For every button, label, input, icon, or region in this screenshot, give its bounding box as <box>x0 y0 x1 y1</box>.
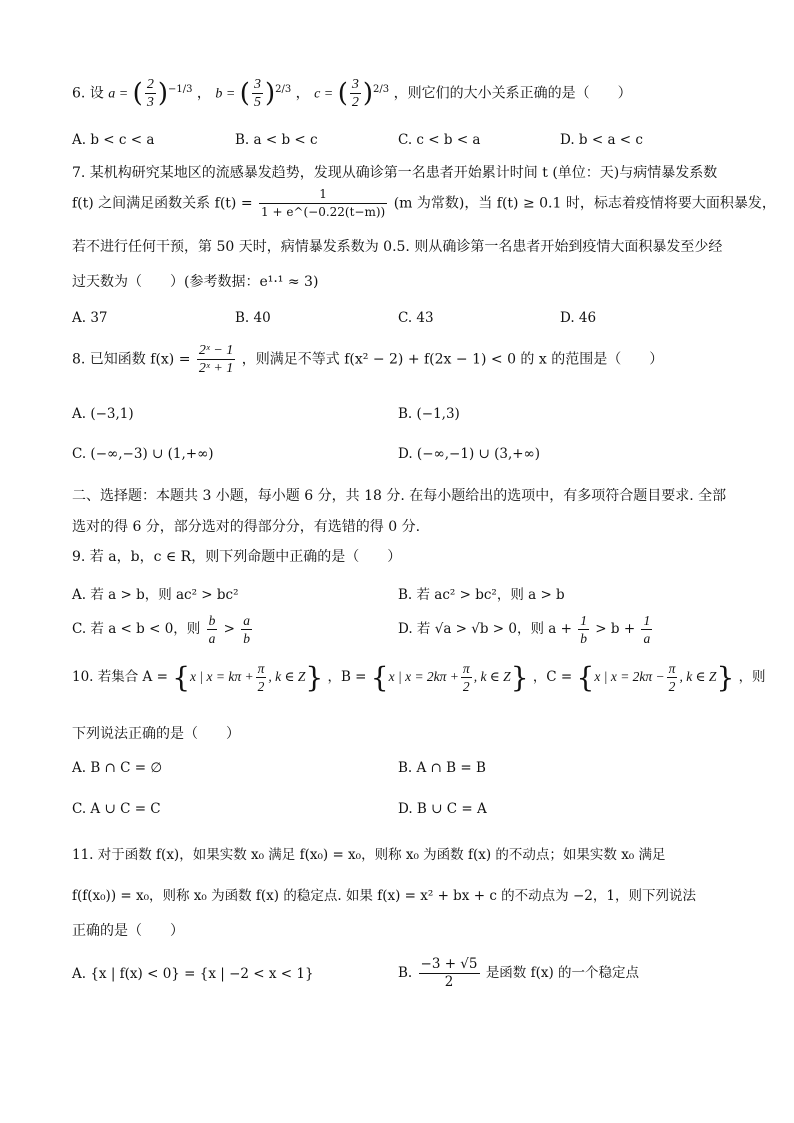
q9-option-b: B. 若 ac² > bc²，则 a > b <box>398 587 565 603</box>
q10-set-b: x | x = 2kπ + <box>388 669 459 684</box>
q9-option-a: A. 若 a > b，则 ac² > bc² <box>72 587 239 603</box>
q8-function-fraction: $\frac{\text{2ˣ − 1}}{\text{2ˣ + 1}}$ <box>198 343 234 376</box>
q9-option-d: D. 若 √a > √b > 0，则 a + $\frac{1}{b}$ > b + $\frac{1}{a}$ <box>398 613 651 646</box>
q9-option-c: C. 若 a < b < 0，则 $\frac{b}{a}$ > $\frac{a}{b}$ <box>72 613 250 646</box>
q6-b-fraction: $\frac{3}{5}$ <box>253 77 261 110</box>
q7-option-b: B. 40 <box>235 310 271 326</box>
q8-option-b: B. (−1,3) <box>398 406 460 422</box>
q8-option-a: A. (−3,1) <box>72 406 134 422</box>
q6-option-c: C. c < b < a <box>398 132 481 148</box>
q10-option-b: B. A ∩ B = B <box>398 760 486 776</box>
section-2-heading-line-2: 选对的得 6 分，部分选对的得部分分，有选错的得 0 分. <box>72 519 421 535</box>
q11-line-1: 11. 对于函数 f(x)，如果实数 x₀ 满足 f(x₀) = x₀，则称 x₀ 为函数 f(x) 的不动点；如果实数 x₀ 满足 <box>72 847 666 863</box>
q6-stem-tail: ，则它们的大小关系正确的是（ ） <box>393 85 632 102</box>
q6-a-exponent: −1/3 <box>167 83 193 95</box>
q6-b-lhs: b = <box>215 86 236 102</box>
section-2-heading-line-1: 二、选择题：本题共 3 小题，每小题 6 分，共 18 分. 在每小题给出的选项中，有多项符合题目要求. 全部 <box>72 488 727 504</box>
q11-line-2: f(f(x₀)) = x₀，则称 x₀ 为函数 f(x) 的稳定点. 如果 f(x) = x² + bx + c 的不动点为 −2，1，则下列说法 <box>72 888 696 904</box>
q6-a-fraction: $\frac{2}{3}$ <box>146 77 154 110</box>
q7-line-2: f(t) 之间满足函数关系 f(t) = $\frac{1}{1 + e\^{}(-0.22(t-m))}$ (m 为常数)，当 f(t) ≥ 0.1 时，标志着疫情将要大面积暴发， <box>72 187 776 219</box>
question-10: 10. 若集合 A = {x | x = kπ + $\frac{\pi}{2}$ , k ∈ Z} ，B = {x | x = 2kπ + $\frac{\pi}{2}$ , k ∈ Z} ，C = {x | x = 2kπ − $\frac{\pi}{2}$ , k ∈ Z} ，则 <box>72 661 766 694</box>
q6-number: 6. 设 <box>72 85 104 102</box>
q11-line-3: 正确的是（ ） <box>72 923 184 939</box>
q6-option-a: A. b < c < a <box>72 132 155 148</box>
q6-b-exponent: 2/3 <box>275 83 292 95</box>
q9-stem: 9. 若 a，b，c ∈ R，则下列命题中正确的是（ ） <box>72 549 402 565</box>
q7-option-a: A. 37 <box>72 310 108 326</box>
q10-line-2: 下列说法正确的是（ ） <box>72 726 240 742</box>
q6-option-b: B. a < b < c <box>235 132 318 148</box>
q6-c-exponent: 2/3 <box>373 83 390 95</box>
question-8: 8. 已知函数 f(x) = $\frac{\text{2ˣ − 1}}{\text{2ˣ + 1}}$ ，则满足不等式 f(x² − 2) + f(2x − 1) < 0 的 x 的范围是（ ） <box>72 343 664 376</box>
q7-line-3: 若不进行任何干预，第 50 天时，病情暴发系数为 0.5. 则从确诊第一名患者开始到疫情大面积暴发至少经 <box>72 239 723 255</box>
q10-set-a: x | x = kπ + <box>190 669 254 684</box>
q6-a-lhs: a = <box>108 86 129 102</box>
q10-option-a: A. B ∩ C = ∅ <box>72 760 163 776</box>
q10-option-c: C. A ∪ C = C <box>72 801 161 817</box>
q7-option-d: D. 46 <box>560 310 597 326</box>
question-6: 6. 设 a = ( $\frac{2}{3}$ )$^{-1/3}$ ， b = ( $\frac{3}{5}$ )$^{2/3}$ ， c = ( $\frac{3}{2}$ )$^{2/3}$ ，则它们的大小关系正确的是（ ） <box>72 77 632 110</box>
q11-option-a: A. {x | f(x) < 0} = {x | −2 < x < 1} <box>72 966 314 982</box>
q11-option-b: B. $\frac{-3 + √5}{2}$ 是函数 f(x) 的一个稳定点 <box>398 956 640 990</box>
q10-set-c: x | x = 2kπ − <box>594 669 665 684</box>
q7-option-c: C. 43 <box>398 310 434 326</box>
q8-option-d: D. (−∞,−1) ∪ (3,+∞) <box>398 446 541 462</box>
q6-c-fraction: $\frac{3}{2}$ <box>351 77 359 110</box>
q10-option-d: D. B ∪ C = A <box>398 801 487 817</box>
q7-line-1: 7. 某机构研究某地区的流感暴发趋势，发现从确诊第一名患者开始累计时间 t (单位：天)与病情暴发系数 <box>72 165 718 181</box>
q6-option-d: D. b < a < c <box>560 132 643 148</box>
q7-function-fraction: $\frac{1}{1 + e\^{}(-0.22(t-m))}$ <box>261 187 386 219</box>
q8-option-c: C. (−∞,−3) ∪ (1,+∞) <box>72 446 214 462</box>
q7-line-4: 过天数为（ ）(参考数据：e¹·¹ ≈ 3) <box>72 274 319 290</box>
q6-c-lhs: c = <box>314 86 334 102</box>
